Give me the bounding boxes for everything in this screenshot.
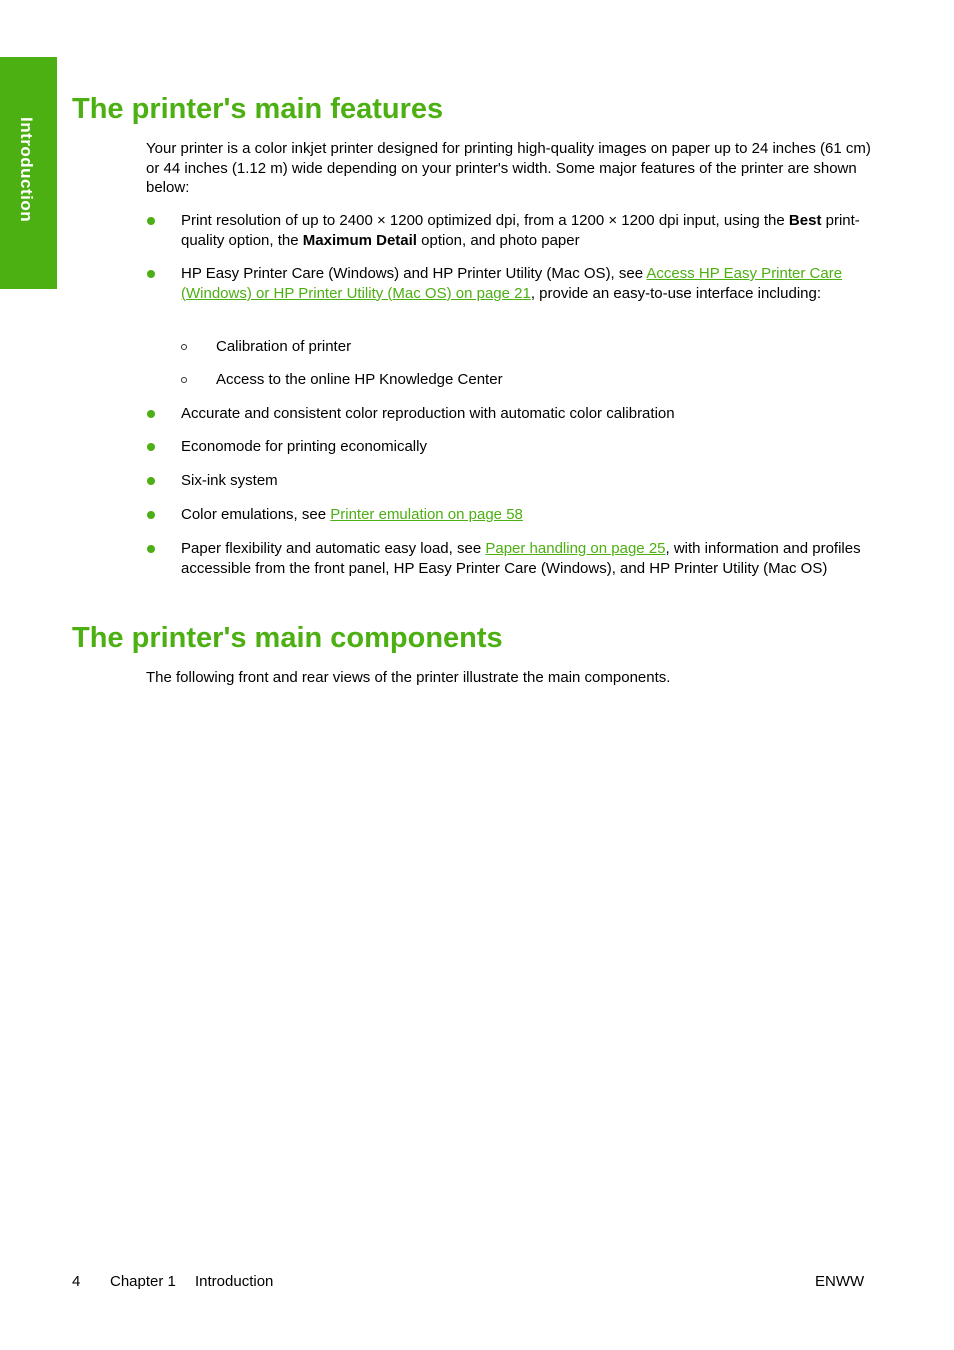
section-title-features: The printer's main features [72, 93, 444, 125]
footer-chapter: Chapter 1 [110, 1273, 176, 1290]
list-item-economode: Economode for printing economically [181, 438, 427, 455]
bullet-icon [147, 477, 155, 485]
features-intro: Your printer is a color inkjet printer designed for printing high-quality images on paper up to 24 inches (61 cm) or 44 inches (1.12 m) wide depending on your printer's width. Some major features of the printer are shown below: [146, 140, 871, 196]
sub-list-item-knowledge-center: Access to the online HP Knowledge Center [216, 371, 503, 388]
list-item-color-emulations: Color emulations, see Printer emulation on page 58 [181, 506, 523, 523]
bullet-icon [147, 410, 155, 418]
footer-page-number: 4 [72, 1273, 81, 1290]
list-item-resolution: Print resolution of up to 2400 × 1200 optimized dpi, from a 1200 × 1200 dpi input, using the Best print-quality option, the Maximum Detail option, and photo paper [181, 212, 860, 249]
list-item-paper-flexibility: Paper flexibility and automatic easy load, see Paper handling on page 25, with information and profiles accessible from the front panel, HP Easy Printer Care (Windows), and HP Printer Utility (Mac OS) [181, 540, 861, 577]
sub-list-item-calibration: Calibration of printer [216, 338, 352, 355]
link-paper-handling[interactable]: Paper handling on page 25 [485, 540, 666, 557]
bullet-icon [147, 545, 155, 553]
sub-bullet-icon [181, 377, 187, 383]
bullet-icon [147, 217, 155, 225]
footer-code: ENWW [815, 1273, 865, 1290]
list-item-color-reproduction: Accurate and consistent color reproduction with automatic color calibration [181, 405, 675, 422]
sub-bullet-icon [181, 344, 187, 350]
chapter-side-tab-label: Introduction [17, 117, 36, 223]
bullet-icon [147, 511, 155, 519]
footer-chapter-title: Introduction [195, 1273, 274, 1290]
list-item-easy-printer-care: HP Easy Printer Care (Windows) and HP Printer Utility (Mac OS), see Access HP Easy Printer Care (Windows) or HP Printer Utility (Mac OS) on page 21, provide an easy-to-use interface including: [181, 265, 843, 302]
list-item-six-ink: Six-ink system [181, 472, 278, 489]
link-access-hp-easy-printer-care[interactable]: Access HP Easy Printer Care (Windows) or HP Printer Utility (Mac OS) on page 21 [181, 265, 843, 302]
section-title-components: The printer's main components [72, 622, 503, 654]
components-intro: The following front and rear views of the printer illustrate the main components. [146, 669, 671, 686]
link-printer-emulation[interactable]: Printer emulation on page 58 [330, 506, 523, 523]
bullet-icon [147, 443, 155, 451]
bullet-icon [147, 270, 155, 278]
